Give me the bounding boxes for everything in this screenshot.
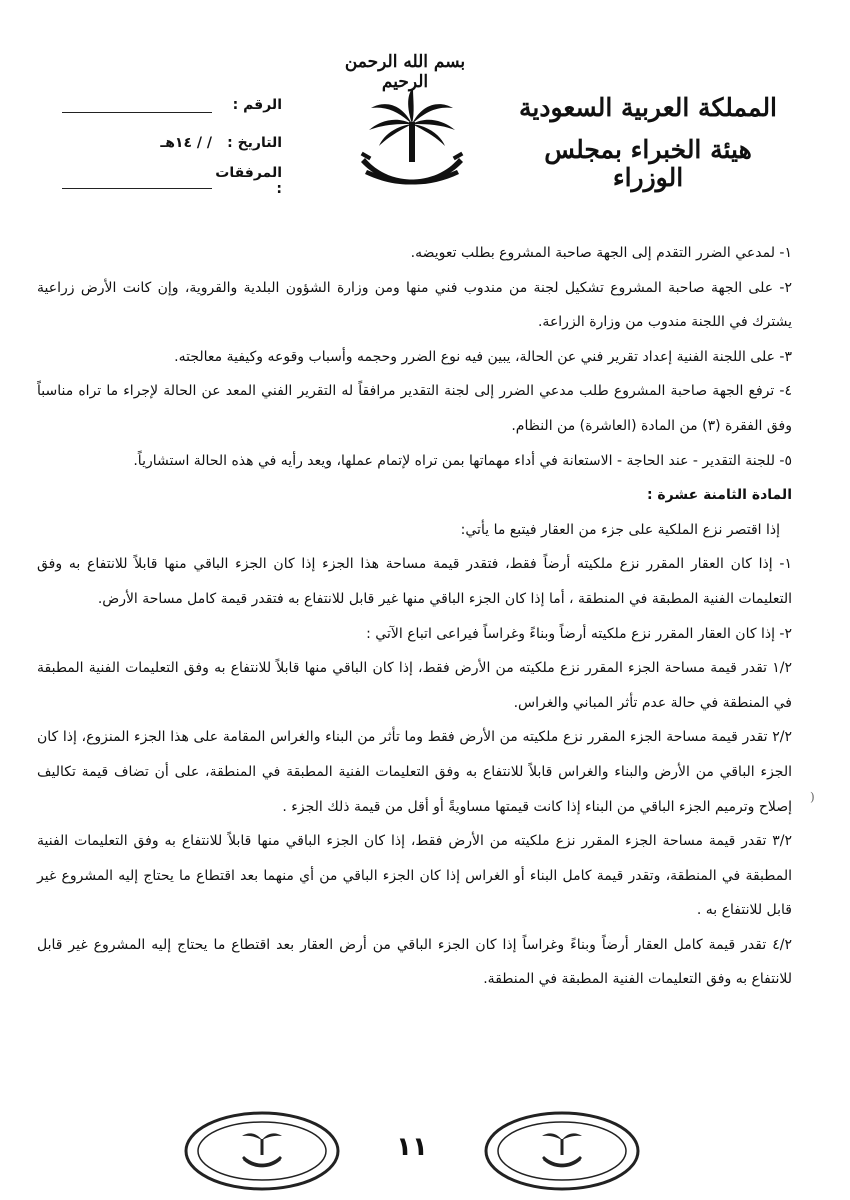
seal-right-stamp (482, 1110, 642, 1192)
ref-line (62, 98, 212, 113)
authority-title: هيئة الخبراء بمجلس الوزراء (544, 135, 752, 192)
basmala: بسم الله الرحمن الرحيم (344, 52, 466, 92)
subclause-2-1: ١/٢ تقدر قيمة مساحة الجزء المقرر نزع ملكيته من الأرض فقط، إذا كان الباقي منها قابلاً للانتفاع به وفق التعليمات الفنية المطبقة في المنطقة في حالة عدم تأثر المباني والغراس. (37, 660, 792, 711)
date-label: التاريخ : (227, 135, 282, 151)
attachments-line (62, 174, 212, 189)
ref-label: الرقم : (232, 97, 282, 113)
paragraph-4: ٤- ترفع الجهة صاحبة المشروع طلب مدعي الضرر إلى لجنة التقدير مرافقاً له التقرير الفني المعد عن الحالة لإجراء ما تراه مناسباً وفق الفقرة (٣) من المادة (العاشرة) من النظام. (37, 383, 792, 434)
reference-box (42, 86, 282, 200)
paragraph-2: ٢- على الجهة صاحبة المشروع تشكيل لجنة من مندوب فني منها ومن وزارة الشؤون البلدية والقروية، وإن كانت الأرض زراعية يشترك في اللجنة مندوب من وزارة الزراعة. (37, 279, 792, 331)
paragraph-3: ٣- على اللجنة الفنية إعداد تقرير فني عن الحالة، يبين فيه نوع الضرر وحجمه وأسباب وقوعه وكيفية معالجته. (174, 348, 792, 365)
page-number: ١١ (396, 1132, 428, 1162)
article-intro: إذا اقتصر نزع الملكية على جزء من العقار فيتبع ما يأتي: (460, 521, 780, 538)
margin-mark: ( (810, 790, 815, 804)
seal-left-stamp (182, 1110, 342, 1192)
attachments-label: المرفقات : (215, 165, 282, 197)
subclause-2-4: ٤/٢ تقدر قيمة كامل العقار أرضاً وبناءً وغراساً إذا كان الجزء الباقي من أرض العقار بعد اقتطاع ما يحتاج إليه المشروع غير قابل للانتفاع به وفق التعليمات الفنية المطبقة في المنطقة. (37, 936, 792, 988)
clause-1: ١- إذا كان العقار المقرر نزع ملكيته أرضاً فقط، فتقدر قيمة مساحة هذا الجزء إذا كان الجزء الباقي منها قابلاً للانتفاع به وفق التعليمات الفنية المطبقة في المنطقة ، أما إذا كان الجزء الباقي منها غير قابل للانتفاع به فتقدر قيمة كامل مساحة الأرض. (37, 556, 792, 607)
subclause-2-3: ٣/٢ تقدر قيمة مساحة الجزء المقرر نزع ملكيته من الأرض فقط، إذا كان الجزء الباقي منها قابلاً للانتفاع به وفق التعليمات الفنية المطبقة في المنطقة، وتقدر قيمة كامل البناء أو الغراس إذا كان الجزء الباقي من أي منهما بعد اقتطاع ما يحتاج إليه المشروع غير قابل للانتفاع به . (37, 833, 792, 919)
document-body (37, 236, 792, 997)
clause-2: ٢- إذا كان العقار المقرر نزع ملكيته أرضاً وبناءً وغراساً فيراعى اتباع الآتي : (366, 625, 792, 642)
date-value: / / ١٤هـ (160, 135, 212, 151)
saudi-emblem-icon (357, 86, 467, 198)
ref-row (42, 86, 282, 124)
paragraph-1: ١- لمدعي الضرر التقدم إلى الجهة صاحبة المشروع بطلب تعويضه. (410, 245, 792, 261)
subclause-2-2: ٢/٢ تقدر قيمة مساحة الجزء المقرر نزع ملكيته من الأرض فقط وما تأثر من البناء والغراس المقامة على هذا الجزء المنزوع، إذا كان الجزء الباقي من الأرض والبناء والغراس قابلاً للانتفاع به وفق التعليمات الفنية المطبقة في المنطقة، على أن تضاف قيمة تكاليف إصلاح وترميم الجزء الباقي من البناء إذا كانت قيمتها مساويةً أو أقل من قيمة ذلك الجزء . (37, 729, 792, 815)
kingdom-title: المملكة العربية السعودية (518, 93, 778, 122)
date-row (42, 124, 282, 162)
paragraph-5: ٥- للجنة التقدير - عند الحاجة - الاستعانة في أداء مهماتها بمن تراه لإتمام عملها، ويعد رأيه في هذه الحالة استشارياً. (133, 452, 792, 469)
attachments-row (42, 162, 282, 200)
article-heading: المادة الثامنة عشرة : (646, 487, 792, 504)
